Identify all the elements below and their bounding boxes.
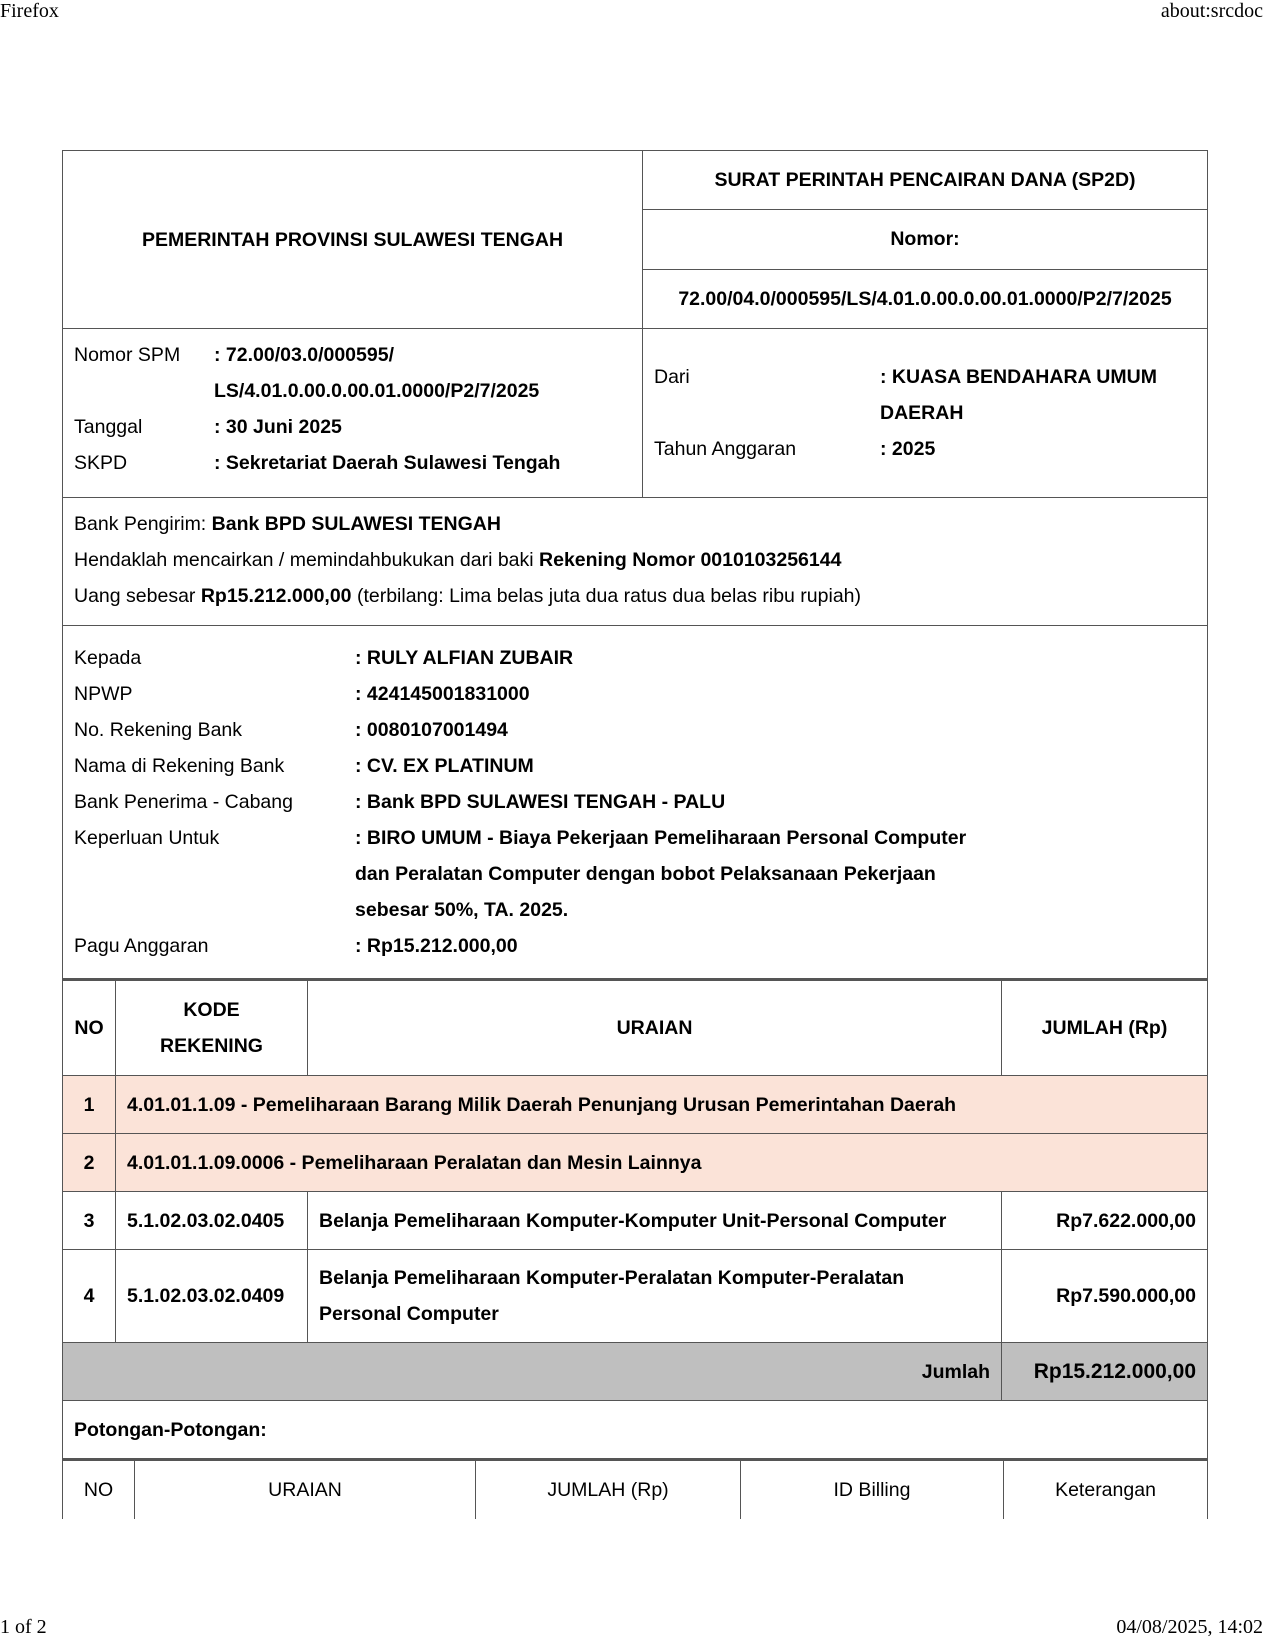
kepada-value: : RULY ALFIAN ZUBAIR <box>355 647 574 669</box>
tahun-value: : 2025 <box>880 438 936 460</box>
nomor-label: Nomor: <box>643 210 1208 269</box>
nama-rekening-label: Nama di Rekening Bank <box>74 755 285 777</box>
row-no: 1 <box>63 1076 116 1134</box>
print-timestamp: 04/08/2025, 14:02 <box>1116 1616 1263 1638</box>
recipient-table <box>62 626 1208 979</box>
dari-value-1: : KUASA BENDAHARA UMUM <box>880 366 1157 388</box>
dari-details <box>643 329 1208 498</box>
col-no-header: NO <box>63 980 116 1076</box>
bank-penerima-value: : Bank BPD SULAWESI TENGAH - PALU <box>355 791 726 813</box>
nama-rekening-value: : CV. EX PLATINUM <box>355 755 534 777</box>
total-label: Jumlah <box>63 1343 1002 1401</box>
tanggal-label: Tanggal <box>74 416 143 438</box>
bank-table <box>62 498 1208 626</box>
row-jumlah: Rp7.622.000,00 <box>1002 1192 1208 1250</box>
nomor-spm-value-2: LS/4.01.0.00.0.00.01.0000/P2/7/2025 <box>214 380 540 402</box>
table-row <box>63 1250 1208 1343</box>
row-no: 3 <box>63 1192 116 1250</box>
terbilang-text: (terbilang: Lima belas juta dua ratus dua belas ribu rupiah) <box>351 585 861 607</box>
sp2d-document <box>62 150 1208 1519</box>
row-uraian-line1: Belanja Pemeliharaan Komputer-Peralatan Komputer-Peralatan <box>319 1267 905 1289</box>
tanggal-value: : 30 Juni 2025 <box>214 416 342 438</box>
skpd-value: : Sekretariat Daerah Sulawesi Tengah <box>214 452 561 474</box>
col-uraian-header: URAIAN <box>308 980 1002 1076</box>
keperluan-label: Keperluan Untuk <box>74 827 220 849</box>
row-kode: 5.1.02.03.02.0405 <box>116 1192 308 1250</box>
potongan-title: Potongan-Potongan: <box>63 1401 1208 1459</box>
rekening-table <box>62 979 1208 1459</box>
keperluan-value-2: dan Peralatan Computer dengan bobot Pelaksanaan Pekerjaan <box>355 863 936 885</box>
pot-col-billing-header: ID Billing <box>741 1460 1004 1519</box>
tahun-label: Tahun Anggaran <box>654 438 797 460</box>
rekening-bank-value: : 0080107001494 <box>355 719 508 741</box>
table-row <box>63 1134 1208 1192</box>
pot-col-uraian-header: URAIAN <box>135 1460 476 1519</box>
bank-details <box>63 498 1208 626</box>
keperluan-value-3: sebesar 50%, TA. 2025. <box>355 899 569 921</box>
spm-info-table <box>62 329 1208 498</box>
kepada-label: Kepada <box>74 647 142 669</box>
npwp-label: NPWP <box>74 683 133 705</box>
row-group-text: 4.01.01.1.09 - Pemeliharaan Barang Milik Daerah Penunjang Urusan Pemerintahan Daerah <box>116 1076 1208 1134</box>
col-kode-header-line1: KODE <box>183 999 240 1021</box>
nomor-spm-label: Nomor SPM <box>74 344 181 366</box>
potongan-table <box>62 1459 1208 1519</box>
row-no: 4 <box>63 1250 116 1343</box>
row-jumlah: Rp7.590.000,00 <box>1002 1250 1208 1343</box>
row-no: 2 <box>63 1134 116 1192</box>
nomor-spm-value-1: : 72.00/03.0/000595/ <box>214 344 394 366</box>
col-jumlah-header: JUMLAH (Rp) <box>1002 980 1208 1076</box>
spm-details <box>63 329 643 498</box>
row-uraian-line2: Personal Computer <box>319 1303 499 1325</box>
keperluan-value-1: : BIRO UMUM - Biaya Pekerjaan Pemeliharaan Personal Computer <box>355 827 967 849</box>
pagu-label: Pagu Anggaran <box>74 935 209 957</box>
instruction-text: Hendaklah mencairkan / memindahbukukan dari baki <box>74 549 540 571</box>
header-table <box>62 150 1208 329</box>
pot-col-no-header: NO <box>63 1460 135 1519</box>
pot-col-keterangan-header: Keterangan <box>1004 1460 1208 1519</box>
total-row <box>63 1343 1208 1401</box>
govt-name: PEMERINTAH PROVINSI SULAWESI TENGAH <box>63 151 643 329</box>
rekening-bank-label: No. Rekening Bank <box>74 719 243 741</box>
pot-col-jumlah-header: JUMLAH (Rp) <box>476 1460 741 1519</box>
browser-app-name: Firefox <box>0 0 59 22</box>
col-kode-header <box>116 980 308 1076</box>
table-row <box>63 1076 1208 1134</box>
bank-penerima-label: Bank Penerima - Cabang <box>74 791 293 813</box>
bank-pengirim-value: Bank BPD SULAWESI TENGAH <box>211 513 501 535</box>
dari-label: Dari <box>654 366 690 388</box>
pagu-value: : Rp15.212.000,00 <box>355 935 518 957</box>
page-indicator: 1 of 2 <box>0 1616 47 1638</box>
browser-url: about:srcdoc <box>1160 0 1263 22</box>
uang-label: Uang sebesar <box>74 585 201 607</box>
doc-title: SURAT PERINTAH PENCAIRAN DANA (SP2D) <box>643 151 1208 210</box>
row-kode: 5.1.02.03.02.0409 <box>116 1250 308 1343</box>
npwp-value: : 424145001831000 <box>355 683 530 705</box>
row-uraian <box>308 1250 1002 1343</box>
table-row <box>63 1192 1208 1250</box>
row-group-text: 4.01.01.1.09.0006 - Pemeliharaan Peralatan dan Mesin Lainnya <box>116 1134 1208 1192</box>
row-uraian: Belanja Pemeliharaan Komputer-Komputer Unit-Personal Computer <box>308 1192 1002 1250</box>
nomor-value: 72.00/04.0/000595/LS/4.01.0.00.0.00.01.0000/P2/7/2025 <box>643 269 1208 328</box>
col-kode-header-line2: REKENING <box>160 1035 263 1057</box>
skpd-label: SKPD <box>74 452 128 474</box>
rekening-nomor: Rekening Nomor 0010103256144 <box>539 549 842 571</box>
bank-pengirim-label: Bank Pengirim: <box>74 513 212 535</box>
total-value: Rp15.212.000,00 <box>1002 1343 1208 1401</box>
recipient-details <box>63 626 1208 979</box>
dari-value-2: DAERAH <box>880 402 964 424</box>
uang-value: Rp15.212.000,00 <box>200 585 352 607</box>
